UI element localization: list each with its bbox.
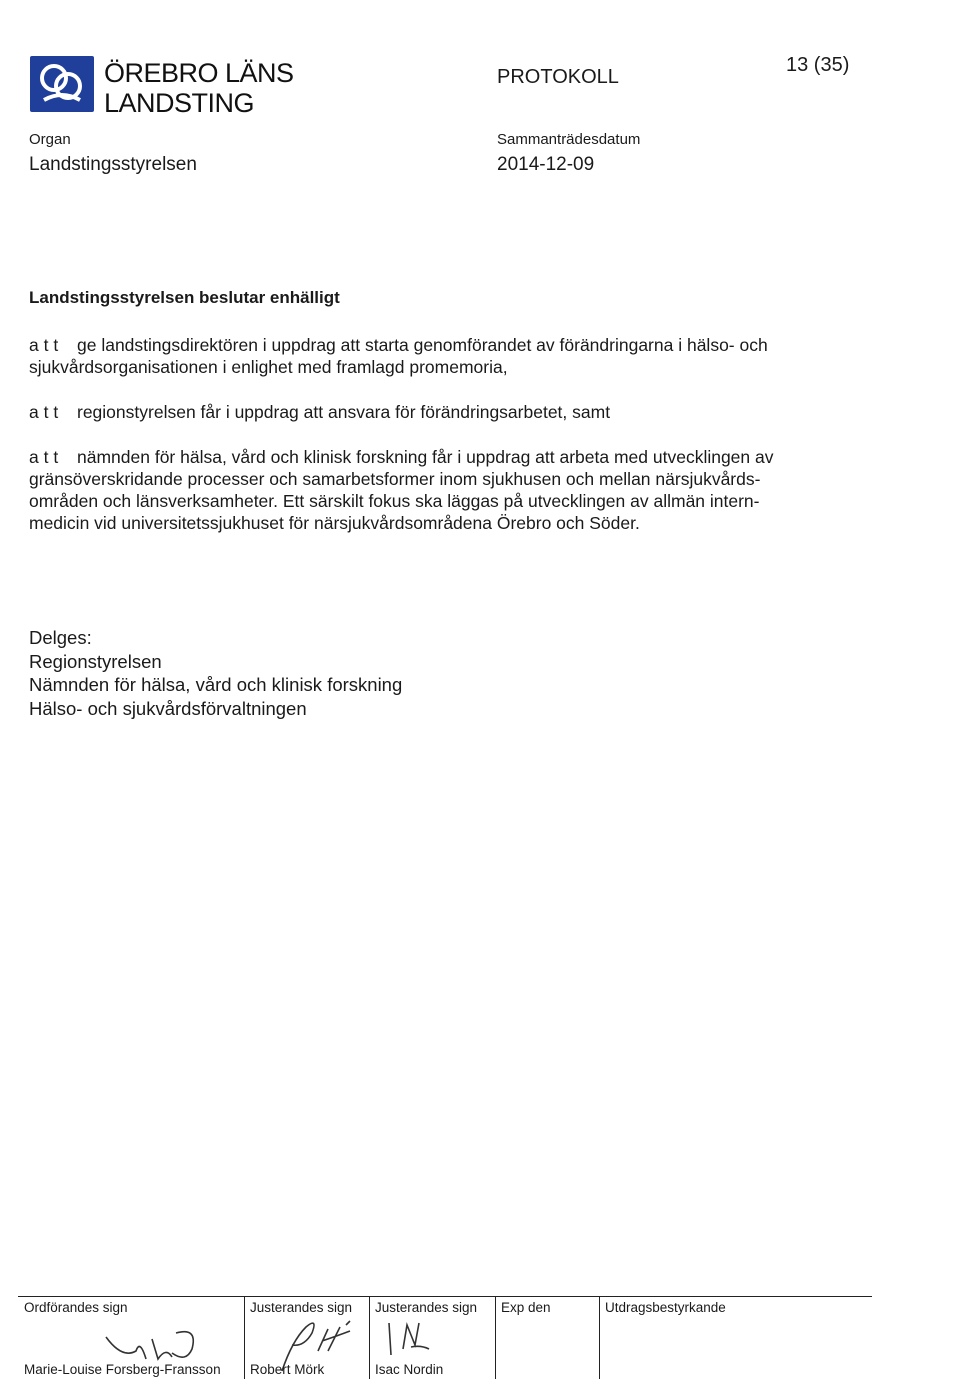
signature-column <box>495 1297 600 1379</box>
logo-line-1: ÖREBRO LÄNS <box>104 58 294 88</box>
logo-line-2: LANDSTING <box>104 88 255 118</box>
decision-heading: Landstingsstyrelsen beslutar enhälligt <box>29 288 340 307</box>
decision-prefix: a t t <box>29 447 59 467</box>
signature-column <box>369 1297 496 1379</box>
signature-label: Utdragsbestyrkande <box>605 1300 726 1315</box>
decision-prefix: a t t <box>29 402 59 422</box>
signature-table <box>18 1296 872 1379</box>
signature-scribble-icon <box>381 1315 441 1359</box>
distribution-item: Hälso- och sjukvårdsförvaltningen <box>29 697 307 719</box>
signature-label: Justerandes sign <box>375 1300 478 1315</box>
signature-label: Justerandes sign <box>250 1300 353 1315</box>
date-label: Sammanträdesdatum <box>497 131 641 148</box>
signature-label: Exp den <box>501 1300 551 1315</box>
logo-wordmark <box>104 58 294 118</box>
decision-text-rest: gränsöverskridande processer och samarbetsformer inom sjukhusen och mellan närsjukvårds- områden och länsverksamheter. Ett särskilt fokus ska läggas på utvecklingen av allmän intern- medicin vid universitetssjukhuset för närsjukvårdsområdena Örebro och Söder. <box>29 469 761 533</box>
decision-prefix: a t t <box>29 335 59 355</box>
signature-column <box>599 1297 871 1379</box>
decision-text-first: ge landstingsdirektören i uppdrag att starta genomförandet av förändringarna i hälso- och <box>77 335 768 355</box>
organ-label: Organ <box>29 131 71 148</box>
distribution-label: Delges: <box>29 627 92 648</box>
signatory-name: Marie-Louise Forsberg-Fransson <box>24 1362 221 1377</box>
decision-text-first: regionstyrelsen får i uppdrag att ansvara för förändringsarbetet, samt <box>77 402 611 422</box>
organ-value: Landstingsstyrelsen <box>29 154 197 175</box>
decision-text-rest: sjukvårdsorganisationen i enlighet med framlagd promemoria, <box>29 357 508 377</box>
page-number: 13 (35) <box>786 54 850 76</box>
decision-item <box>29 401 869 423</box>
decision-item <box>29 334 869 378</box>
signatory-name: Robert Mörk <box>250 1362 325 1377</box>
signature-label: Ordförandes sign <box>24 1300 128 1315</box>
signature-column <box>244 1297 370 1379</box>
landsting-emblem-icon <box>30 56 94 112</box>
logo-emblem <box>30 56 94 112</box>
document-type: PROTOKOLL <box>497 66 619 88</box>
date-value: 2014-12-09 <box>497 154 595 175</box>
signatory-name: Isac Nordin <box>375 1362 444 1377</box>
signature-column <box>18 1297 245 1379</box>
distribution-item: Nämnden för hälsa, vård och klinisk forskning <box>29 674 403 695</box>
distribution-list <box>29 626 402 720</box>
decision-item <box>29 446 869 534</box>
decision-text-first: nämnden för hälsa, vård och klinisk forskning får i uppdrag att arbeta med utvecklingen av <box>77 447 774 467</box>
distribution-item: Regionstyrelsen <box>29 650 162 672</box>
